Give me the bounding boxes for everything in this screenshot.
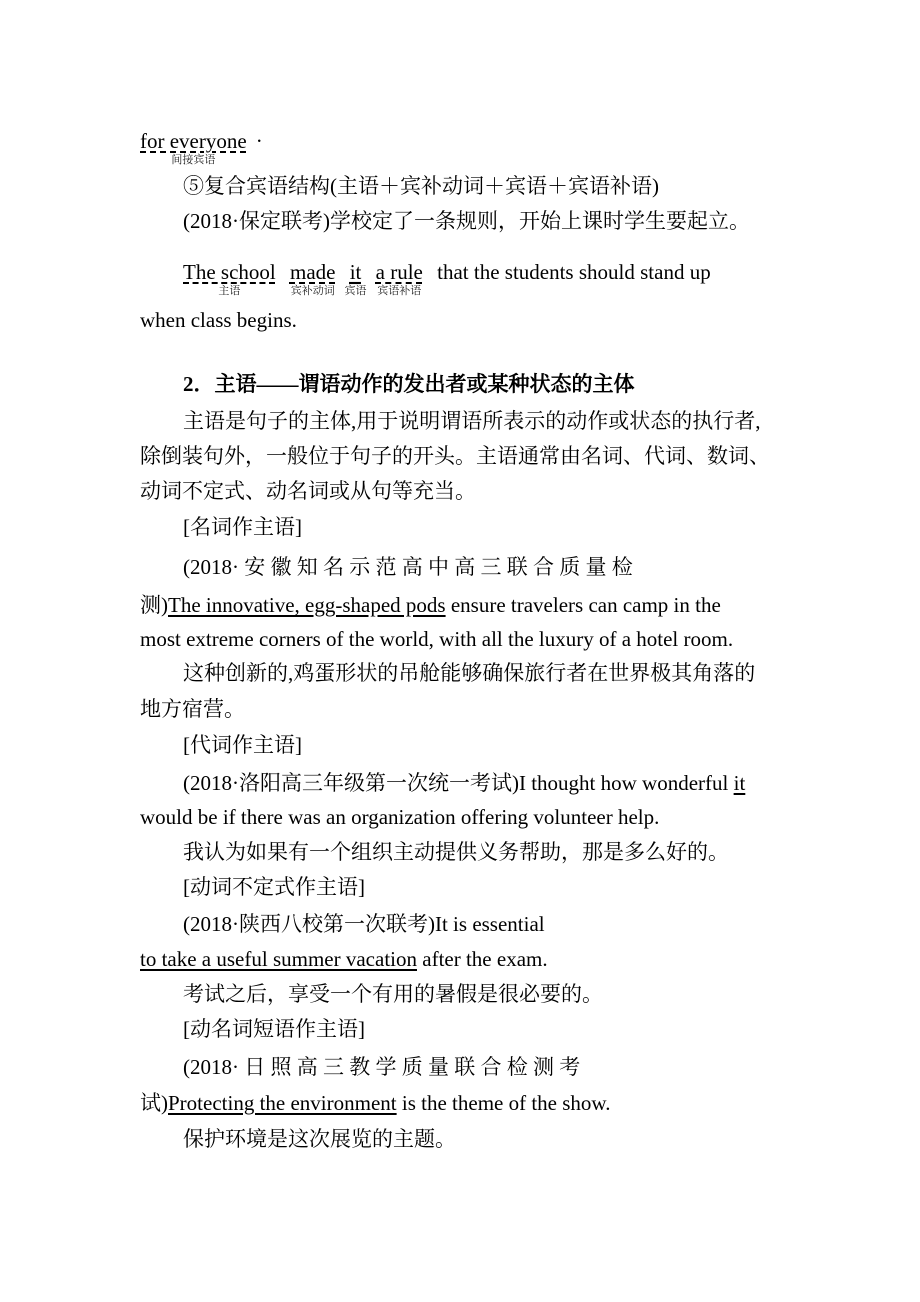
- text-line: [140, 127, 263, 166]
- text-line: [183, 172, 659, 200]
- segment-text: to take a useful summer vacation: [140, 947, 417, 971]
- grammar-label: 宾语补语: [377, 285, 422, 297]
- text-line: [183, 513, 302, 541]
- text-line: [183, 838, 729, 866]
- text-segment: [183, 1127, 456, 1151]
- segment-text: 主语是句子的主体,用于说明谓语所表示的动作或状态的执行者,: [183, 409, 761, 433]
- text-line: [140, 306, 297, 334]
- underlined-phrase: [344, 258, 367, 297]
- text-line: [140, 625, 733, 653]
- text-segment: [446, 593, 721, 617]
- segment-text: 测): [140, 593, 168, 617]
- text-segment: [183, 555, 633, 579]
- text-segment: [183, 982, 603, 1006]
- text-segment: [183, 875, 365, 899]
- text-segment: [183, 661, 755, 685]
- segment-text: 动词不定式、动名词或从句等充当。: [140, 479, 476, 503]
- text-line: [183, 258, 711, 297]
- text-segment: [183, 733, 302, 757]
- segment-text: (2018·洛阳高三年级第一次统一考试)I thought how wonderful: [183, 771, 734, 795]
- grammar-label: 宾补动词: [290, 285, 335, 297]
- segment-text: [名词作主语]: [183, 515, 302, 539]
- segment-text: for everyone: [140, 129, 247, 153]
- segment-text: a rule: [375, 260, 423, 284]
- text-line: [183, 910, 545, 938]
- text-line: [183, 1015, 365, 1043]
- segment-text: it: [733, 771, 746, 795]
- text-segment: [256, 129, 263, 153]
- text-line: [183, 731, 302, 759]
- text-segment: [183, 409, 761, 433]
- segment-text: 我认为如果有一个组织主动提供义务帮助，那是多么好的。: [183, 840, 729, 864]
- segment-text: is the theme of the show.: [396, 1091, 611, 1115]
- text-line: [140, 1089, 610, 1117]
- text-segment: [140, 627, 733, 651]
- grammar-label: 间接宾语: [171, 154, 216, 166]
- underlined-phrase: [168, 1091, 397, 1115]
- text-segment: [183, 1055, 580, 1079]
- segment-text: that the students should stand up: [431, 260, 711, 284]
- segment-text: 考试之后，享受一个有用的暑假是很必要的。: [183, 982, 603, 1006]
- segment-text: when class begins.: [140, 308, 297, 332]
- underlined-phrase: [734, 771, 746, 795]
- segment-text: most extreme corners of the world, with all the luxury of a hotel room.: [140, 627, 734, 651]
- text-segment: [432, 260, 711, 284]
- segment-text: [动词不定式作主语]: [183, 875, 365, 899]
- text-line: [183, 553, 633, 581]
- text-segment: [183, 209, 750, 233]
- text-line: [140, 945, 548, 973]
- text-line: [183, 407, 761, 435]
- text-segment: [397, 1091, 611, 1115]
- section-heading: [183, 370, 635, 398]
- underlined-phrase: [140, 947, 417, 971]
- grammar-label: 宾语: [344, 285, 367, 297]
- underlined-phrase: [140, 127, 247, 166]
- underlined-phrase: [375, 258, 423, 297]
- text-line: [140, 803, 659, 831]
- segment-text: Protecting the environment: [168, 1091, 397, 1115]
- text-line: [183, 1053, 580, 1081]
- segment-text: made: [289, 260, 336, 284]
- text-line: [183, 659, 755, 687]
- text-line: [183, 769, 745, 797]
- text-segment: [140, 805, 659, 829]
- text-segment: [183, 174, 659, 198]
- text-segment: [140, 308, 297, 332]
- underlined-phrase: [168, 593, 446, 617]
- segment-text: 这种创新的,鸡蛋形状的吊舱能够确保旅行者在世界极其角落的: [183, 661, 756, 685]
- segment-text: (2018· 日 照 高 三 教 学 质 量 联 合 检 测 考: [183, 1055, 581, 1079]
- text-segment: [183, 912, 545, 936]
- segment-text: 2．主语——谓语动作的发出者或某种状态的主体: [183, 372, 635, 396]
- segment-text: The innovative, egg-shaped pods: [168, 593, 446, 617]
- text-segment: [140, 1091, 168, 1115]
- segment-text: ⑤复合宾语结构(主语＋宾补动词＋宾语＋宾语补语): [183, 174, 659, 198]
- grammar-label: 主语: [218, 285, 241, 297]
- segment-text: The school: [183, 260, 276, 284]
- text-line: [140, 591, 721, 619]
- text-line: [183, 207, 750, 235]
- text-segment: [183, 515, 302, 539]
- text-segment: [183, 771, 734, 795]
- segment-text: 保护环境是这次展览的主题。: [183, 1127, 456, 1151]
- text-line: [140, 442, 770, 470]
- text-line: [183, 1125, 456, 1153]
- underlined-phrase: [289, 258, 336, 297]
- segment-text: 试): [140, 1091, 168, 1115]
- text-segment: [183, 372, 635, 396]
- segment-text: would be if there was an organization offering volunteer help.: [140, 805, 660, 829]
- segment-text: (2018· 安 徽 知 名 示 范 高 中 高 三 联 合 质 量 检: [183, 555, 633, 579]
- segment-text: (2018·保定联考)学校定了一条规则，开始上课时学生要起立。: [183, 209, 750, 233]
- text-segment: [183, 1017, 365, 1041]
- segment-text: [代词作主语]: [183, 733, 302, 757]
- segment-text: 除倒装句外，一般位于句子的开头。主语通常由名词、代词、数词、: [140, 444, 770, 468]
- segment-text: it: [349, 260, 362, 284]
- text-segment: [140, 479, 476, 503]
- segment-text: ·: [255, 129, 263, 153]
- segment-text: (2018·陕西八校第一次联考)It is essential: [183, 912, 545, 936]
- text-line: [140, 695, 245, 723]
- text-line: [183, 980, 603, 1008]
- segment-text: after the exam.: [417, 947, 548, 971]
- text-segment: [140, 444, 770, 468]
- segment-text: [动名词短语作主语]: [183, 1017, 365, 1041]
- underlined-phrase: [183, 258, 276, 297]
- segment-text: ensure travelers can camp in the: [445, 593, 721, 617]
- text-segment: [140, 697, 245, 721]
- text-segment: [140, 593, 168, 617]
- segment-text: 地方宿营。: [140, 697, 245, 721]
- text-segment: [183, 840, 729, 864]
- text-segment: [417, 947, 548, 971]
- text-line: [140, 477, 476, 505]
- text-line: [183, 873, 365, 901]
